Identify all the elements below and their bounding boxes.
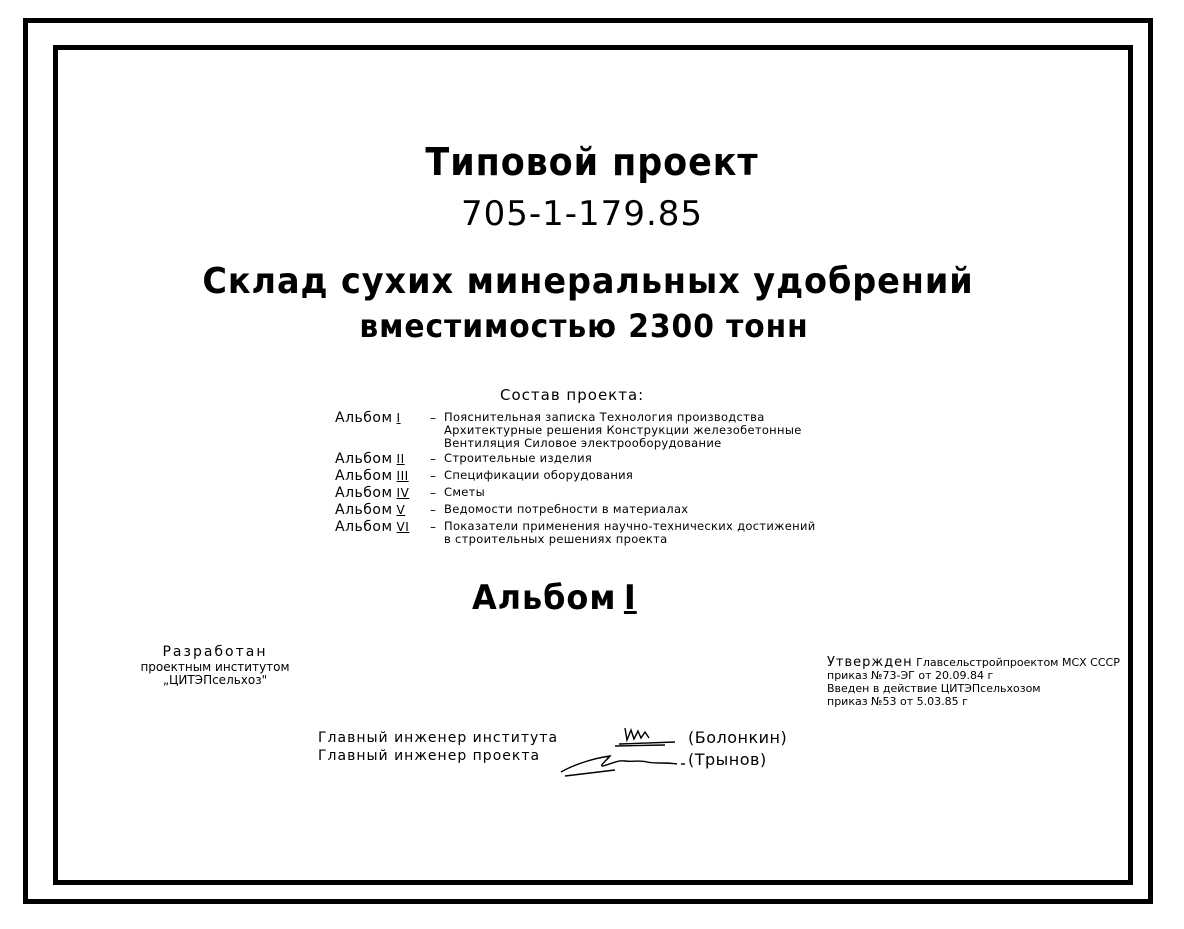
project-chief-engineer-role: Главный инженер проекта [318, 748, 541, 764]
approval-authority: Главсельстройпроектом МСХ СССР [916, 656, 1120, 669]
developer-org: „ЦИТЭПсельхоз" [162, 673, 268, 687]
engineer-roles [318, 729, 558, 765]
album-row [335, 520, 816, 546]
current-album-number: I [623, 578, 637, 618]
album-label: Альбом [335, 502, 393, 518]
project-number: 705-1-179.85 [460, 194, 704, 234]
album-dash: – [430, 452, 436, 466]
project-name-line2: вместимостью 2300 тонн [359, 307, 809, 345]
album-number: IV [396, 486, 410, 500]
album-row [335, 486, 816, 501]
album-dash: – [430, 520, 436, 534]
album-label: Альбом [335, 485, 393, 501]
developer-heading: Разработан [162, 644, 268, 660]
project-engineer-signature [561, 756, 685, 776]
composition-heading: Состав проекта: [500, 386, 645, 404]
album-list [335, 411, 816, 546]
enactment-order: приказ №53 от 5.03.85 г [827, 695, 968, 708]
enactment-line: Введен в действие ЦИТЭПсельхозом [827, 682, 1041, 695]
album-number: V [396, 503, 406, 517]
album-label: Альбом [335, 519, 393, 535]
institute-chief-engineer-role: Главный инженер института [318, 730, 559, 746]
approval-heading: Утвержден [827, 655, 913, 670]
album-description-line: Пояснительная записка Технология производства [444, 410, 765, 424]
project-engineer-name: (Трынов) [688, 750, 767, 769]
document-type-title: Типовой проект [425, 140, 759, 184]
album-number: I [396, 411, 401, 425]
album-row [335, 469, 816, 484]
album-description-line: Строительные изделия [444, 451, 593, 465]
album-row [335, 503, 816, 518]
institute-engineer-name: (Болонкин) [688, 728, 788, 747]
album-row [335, 452, 816, 467]
project-name-line1: Склад сухих минеральных удобрений [202, 261, 974, 302]
album-dash: – [430, 486, 436, 500]
album-description-line: Вентиляция Силовое электрооборудование [444, 436, 722, 450]
album-dash: – [430, 503, 436, 517]
album-description-line: Спецификации оборудования [444, 468, 634, 482]
album-description-line: Архитектурные решения Конструкции железобетонные [444, 423, 802, 437]
album-description-line: Ведомости потребности в материалах [444, 502, 689, 516]
institute-engineer-signature [615, 728, 675, 746]
album-number: III [396, 469, 409, 483]
approval-order: приказ №73-ЭГ от 20.09.84 г [827, 669, 994, 682]
current-album-label: Альбом [472, 578, 617, 618]
album-dash: – [430, 469, 436, 483]
album-label: Альбом [335, 451, 393, 467]
album-number: II [396, 452, 405, 466]
signatures-graphic [555, 720, 690, 780]
album-label: Альбом [335, 468, 393, 484]
album-label: Альбом [335, 410, 393, 426]
current-album-title [472, 578, 637, 618]
album-description-line: в строительных решениях проекта [444, 532, 668, 546]
developer-block [130, 646, 300, 687]
album-number: VI [396, 520, 410, 534]
album-description-line: Сметы [444, 485, 486, 499]
engineer-names [688, 727, 787, 771]
album-row [335, 411, 816, 450]
developer-line: проектным институтом [140, 660, 290, 674]
album-description-line: Показатели применения научно-технических достижений [444, 519, 816, 533]
album-dash: – [430, 411, 436, 425]
approval-block [827, 656, 1120, 708]
